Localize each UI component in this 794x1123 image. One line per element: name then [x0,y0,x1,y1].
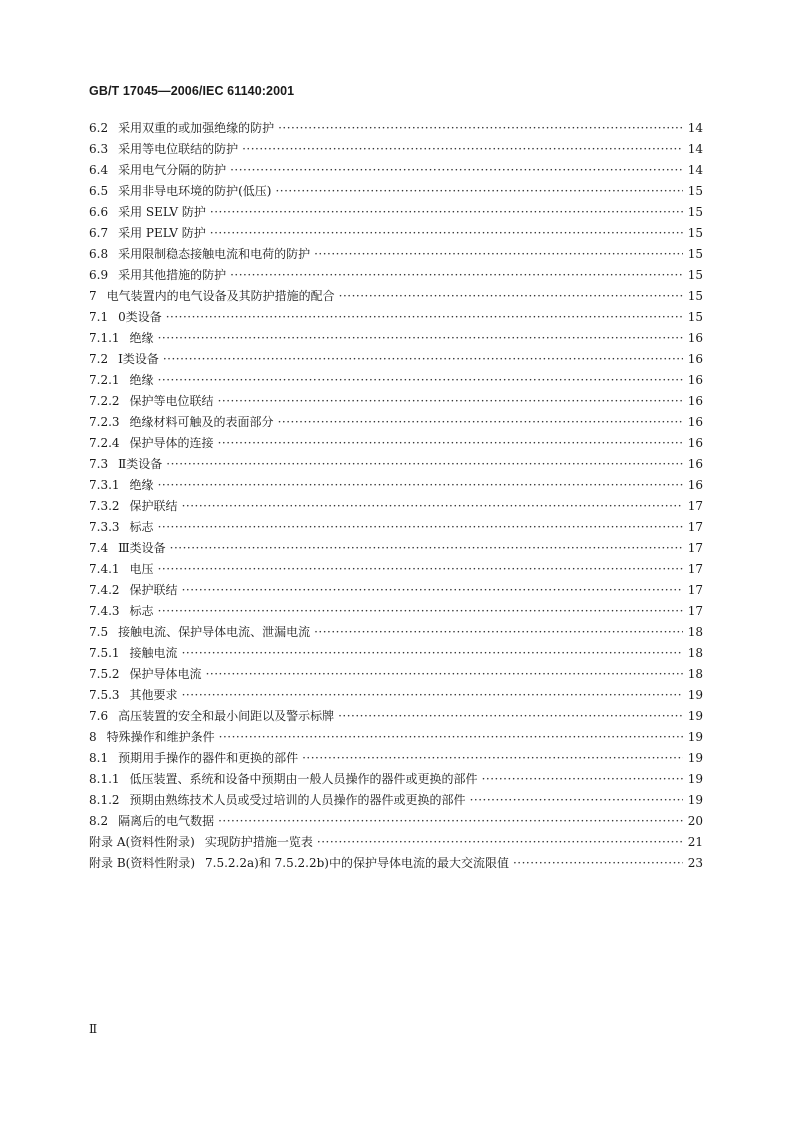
toc-leader-dots [163,349,683,370]
toc-entry-number: 6.5 [89,184,109,198]
toc-leader-dots [513,853,683,874]
page-number: Ⅱ [89,1022,98,1036]
toc-entry-number: 7.1 [89,310,109,324]
toc-entry-title: 预期由熟练技术人员或受过培训的人员操作的器件或更换的部件 [129,793,466,807]
toc-leader-dots [275,181,683,202]
toc-entry-number: 7.2.3 [89,415,120,429]
toc-entry[interactable] [89,580,703,601]
toc-leader-dots [314,622,683,643]
toc-entry-title: 保护导体电流 [129,667,202,681]
toc-entry-number: 7 [89,289,97,303]
toc-entry-number: 7.5.1 [89,646,120,660]
toc-leader-dots [218,433,683,454]
toc-entry[interactable] [89,244,703,265]
toc-leader-dots [278,118,683,139]
toc-leader-dots [230,160,683,181]
toc-entry-number: 7.4.3 [89,604,120,618]
toc-entry[interactable] [89,622,703,643]
toc-entry[interactable] [89,139,703,160]
toc-leader-dots [158,370,683,391]
toc-entry-title: 实现防护措施一览表 [204,835,313,849]
toc-entry-number: 8.1.2 [89,793,120,807]
toc-entry-page: 17 [687,562,703,576]
standard-header: GB/T 17045—2006/IEC 61140:2001 [89,84,295,98]
toc-entry-page: 19 [687,709,703,723]
toc-leader-dots [317,832,683,853]
toc-entry-title: 高压装置的安全和最小间距以及警示标牌 [118,709,335,723]
toc-entry[interactable] [89,664,703,685]
toc-entry[interactable] [89,727,703,748]
toc-entry[interactable] [89,496,703,517]
toc-entry-number: 7.2.4 [89,436,120,450]
toc-entry[interactable] [89,202,703,223]
toc-leader-dots [230,265,683,286]
toc-entry-number: 7.1.1 [89,331,120,345]
toc-leader-dots [206,664,683,685]
toc-entry-number: 7.6 [89,709,109,723]
toc-entry-number: 7.3.1 [89,478,120,492]
toc-entry-title: 特殊操作和维护条件 [106,730,215,744]
toc-entry-number: 7.5 [89,625,109,639]
toc-entry-page: 15 [687,184,703,198]
toc-entry[interactable] [89,118,703,139]
toc-entry-page: 17 [687,520,703,534]
toc-entry-number: 6.9 [89,268,109,282]
toc-leader-dots [158,601,683,622]
toc-entry-title: Ⅰ类设备 [118,352,159,366]
toc-leader-dots [470,790,683,811]
toc-leader-dots [158,559,683,580]
toc-entry-page: 17 [687,541,703,555]
toc-entry-page: 14 [687,163,703,177]
toc-entry-title: 7.5.2.2a)和 7.5.2.2b)中的保护导体电流的最大交流限值 [205,856,509,870]
toc-entry-page: 15 [687,205,703,219]
toc-entry-number: 7.4.2 [89,583,120,597]
toc-entry-page: 16 [687,373,703,387]
toc-entry-number: 6.8 [89,247,109,261]
toc-entry-page: 18 [687,667,703,681]
toc-entry-title: 采用 PELV 防护 [118,226,206,240]
toc-leader-dots [218,391,683,412]
toc-entry[interactable] [89,181,703,202]
toc-entry-number: 7.2.2 [89,394,120,408]
toc-leader-dots [182,580,683,601]
toc-entry-title: 电压 [129,562,154,576]
toc-entry-page: 19 [687,772,703,786]
toc-entry-title: 接触电流、保护导体电流、泄漏电流 [118,625,311,639]
toc-entry-title: Ⅱ类设备 [118,457,163,471]
toc-entry-number: 7.4.1 [89,562,120,576]
toc-entry-title: 标志 [129,520,154,534]
toc-entry-title: 保护导体的连接 [129,436,214,450]
toc-entry-title: 绝缘材料可触及的表面部分 [129,415,274,429]
toc-leader-dots [482,769,683,790]
toc-leader-dots [166,454,683,475]
toc-entry-page: 17 [687,604,703,618]
toc-entry-number: 7.4 [89,541,109,555]
toc-entry-page: 14 [687,121,703,135]
toc-entry-title: 接触电流 [129,646,178,660]
toc-entry-number: 7.5.2 [89,667,120,681]
toc-leader-dots [158,475,683,496]
toc-entry-title: 低压装置、系统和设备中预期由一般人员操作的器件或更换的部件 [129,772,478,786]
toc-entry[interactable] [89,223,703,244]
toc-entry[interactable] [89,412,703,433]
toc-leader-dots [339,286,683,307]
toc-entry-page: 15 [687,268,703,282]
toc-leader-dots [166,307,683,328]
toc-entry-number: 6.7 [89,226,109,240]
toc-entry-page: 20 [687,814,703,828]
toc-entry-title: 预期用手操作的器件和更换的部件 [118,751,299,765]
table-of-contents [89,118,703,874]
toc-leader-dots [278,412,683,433]
toc-entry-title: 采用其他措施的防护 [118,268,227,282]
toc-entry[interactable] [89,391,703,412]
toc-leader-dots [210,223,683,244]
toc-entry-page: 19 [687,793,703,807]
toc-entry[interactable] [89,454,703,475]
toc-entry-page: 16 [687,331,703,345]
toc-entry-title: 其他要求 [129,688,178,702]
toc-entry-title: 保护联结 [129,499,178,513]
toc-entry-title: 标志 [129,604,154,618]
toc-entry-page: 16 [687,415,703,429]
toc-entry[interactable] [89,433,703,454]
toc-entry[interactable] [89,748,703,769]
toc-entry-page: 18 [687,625,703,639]
toc-entry-page: 16 [687,436,703,450]
toc-entry-title: 采用电气分隔的防护 [118,163,227,177]
toc-leader-dots [182,685,683,706]
toc-entry-page: 23 [687,856,703,870]
toc-entry-title: 隔离后的电气数据 [118,814,215,828]
toc-entry-number: 6.4 [89,163,109,177]
toc-entry-title: Ⅲ类设备 [118,541,166,555]
toc-entry-number: 8 [89,730,97,744]
toc-entry-title: 绝缘 [129,478,154,492]
toc-entry-number: 7.3.3 [89,520,120,534]
toc-entry[interactable] [89,559,703,580]
toc-leader-dots [182,496,683,517]
toc-entry[interactable] [89,790,703,811]
toc-entry-number: 8.1 [89,751,109,765]
toc-entry-page: 16 [687,457,703,471]
toc-entry[interactable] [89,160,703,181]
toc-leader-dots [170,538,683,559]
toc-entry-number: 7.5.3 [89,688,120,702]
toc-leader-dots [338,706,683,727]
toc-entry-page: 19 [687,688,703,702]
toc-entry-page: 16 [687,394,703,408]
toc-entry-number: 7.3.2 [89,499,120,513]
toc-entry-page: 14 [687,142,703,156]
toc-entry-title: 电气装置内的电气设备及其防护措施的配合 [106,289,335,303]
toc-entry-page: 15 [687,247,703,261]
toc-leader-dots [219,727,683,748]
toc-entry-title: 采用非导电环境的防护(低压) [118,184,272,198]
toc-entry-page: 17 [687,583,703,597]
toc-entry-title: 采用限制稳态接触电流和电荷的防护 [118,247,311,261]
toc-entry-number: 6.2 [89,121,109,135]
toc-entry-title: 绝缘 [129,331,154,345]
toc-leader-dots [242,139,683,160]
toc-entry-number: 附录 A(资料性附录) [89,835,195,849]
toc-entry-number: 7.2 [89,352,109,366]
toc-entry-title: 采用双重的或加强绝缘的防护 [118,121,275,135]
toc-entry-page: 17 [687,499,703,513]
toc-entry[interactable] [89,538,703,559]
toc-entry[interactable] [89,265,703,286]
toc-entry[interactable] [89,685,703,706]
toc-entry[interactable] [89,832,703,853]
toc-leader-dots [314,244,683,265]
toc-entry-title: 保护联结 [129,583,178,597]
toc-entry-title: 绝缘 [129,373,154,387]
toc-entry[interactable] [89,517,703,538]
toc-entry[interactable] [89,349,703,370]
toc-leader-dots [182,643,683,664]
toc-entry-page: 15 [687,310,703,324]
toc-entry-title: 0类设备 [118,310,162,324]
toc-entry-page: 19 [687,751,703,765]
toc-entry-number: 附录 B(资料性附录) [89,856,195,870]
toc-entry-number: 7.2.1 [89,373,120,387]
toc-leader-dots [158,328,683,349]
toc-entry-number: 6.6 [89,205,109,219]
toc-entry[interactable] [89,643,703,664]
toc-entry[interactable] [89,328,703,349]
toc-entry[interactable] [89,307,703,328]
toc-entry-number: 8.1.1 [89,772,120,786]
toc-entry[interactable] [89,601,703,622]
toc-entry-page: 21 [687,835,703,849]
toc-entry[interactable] [89,286,703,307]
toc-entry[interactable] [89,370,703,391]
toc-entry-page: 18 [687,646,703,660]
toc-entry-number: 7.3 [89,457,109,471]
toc-leader-dots [302,748,683,769]
toc-entry-page: 19 [687,730,703,744]
toc-entry[interactable] [89,769,703,790]
toc-leader-dots [210,202,683,223]
toc-entry-number: 6.3 [89,142,109,156]
toc-leader-dots [158,517,683,538]
toc-entry-title: 采用等电位联结的防护 [118,142,239,156]
toc-entry[interactable] [89,706,703,727]
toc-entry-title: 保护等电位联结 [129,394,214,408]
toc-entry[interactable] [89,475,703,496]
toc-entry-page: 16 [687,478,703,492]
toc-leader-dots [218,811,683,832]
toc-entry[interactable] [89,811,703,832]
toc-entry-page: 15 [687,226,703,240]
toc-entry-page: 15 [687,289,703,303]
toc-entry[interactable] [89,853,703,874]
toc-entry-page: 16 [687,352,703,366]
toc-entry-title: 采用 SELV 防护 [118,205,206,219]
toc-entry-number: 8.2 [89,814,109,828]
